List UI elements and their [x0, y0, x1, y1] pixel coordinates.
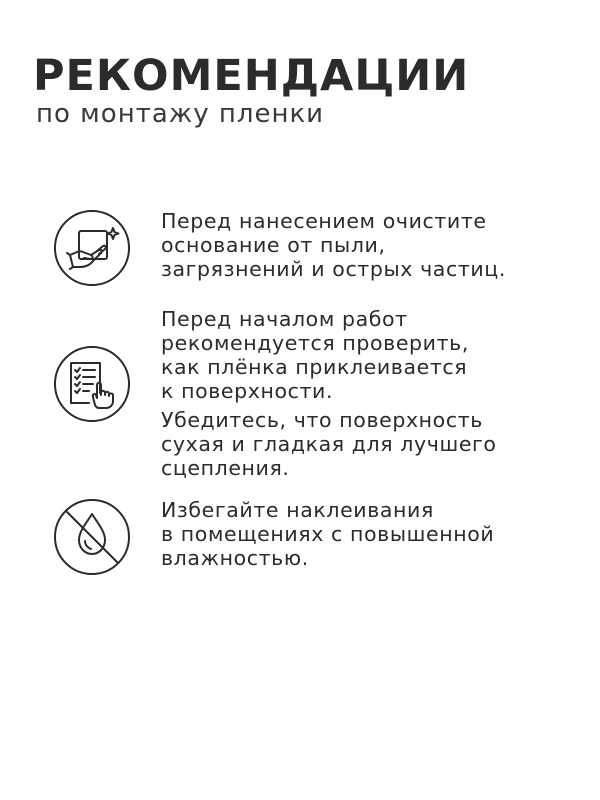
checklist-pointer-icon [53, 345, 131, 423]
recommendation-paragraph: Перед началом работ рекомендуется проверить, как плёнка приклеивается к поверхности. [161, 307, 469, 403]
recommendation-text [161, 307, 581, 480]
recommendation-text [161, 209, 581, 281]
no-moisture-icon [53, 498, 131, 576]
recommendation-paragraph: Избегайте наклеивания в помещениях с повышенной влажностью. [161, 498, 495, 570]
recommendation-paragraph: Убедитесь, что поверхность сухая и гладкая для лучшего сцепления. [161, 408, 497, 480]
recommendation-text [161, 498, 581, 570]
hand-wipe-sparkle-icon [53, 209, 131, 287]
recommendation-paragraph: Перед нанесением очистите основание от пыли, загрязнений и острых частиц. [161, 209, 506, 281]
page-title: РЕКОМЕНДАЦИИ [33, 51, 470, 101]
page-subtitle: по монтажу пленки [36, 99, 325, 129]
